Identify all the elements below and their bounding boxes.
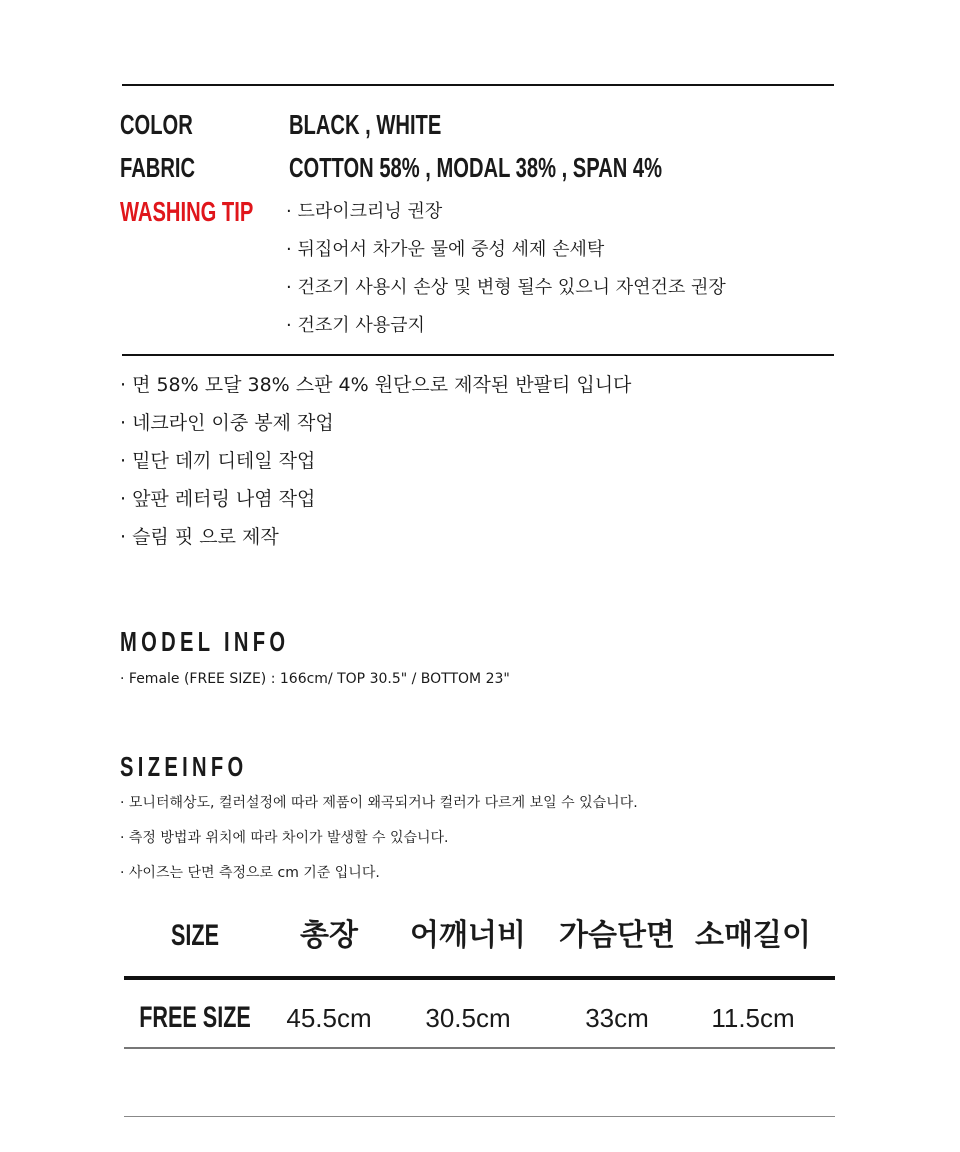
washing-tip-item: · 뒤집어서 차가운 물에 중성 세제 손세탁 [286, 239, 605, 260]
size-note: · 모니터해상도, 컬러설정에 따라 제품이 왜곡되거나 컬러가 다르게 보일 수 있습니다. [120, 795, 638, 811]
table-cell-length: 45.5cm [286, 1003, 372, 1033]
washing-tip-item: · 건조기 사용금지 [286, 315, 425, 336]
feature-item: · 밑단 데끼 디테일 작업 [120, 450, 316, 472]
size-info-heading: SIZEINFO [120, 751, 248, 782]
bottom-divider [124, 1116, 835, 1117]
length-column-header: 총장 [300, 918, 358, 953]
table-header-divider [124, 976, 835, 980]
table-row-divider [124, 1047, 835, 1049]
washing-tip-item: · 드라이크리닝 권장 [286, 201, 443, 222]
feature-item: · 네크라인 이중 봉제 작업 [120, 412, 334, 434]
size-column-header: SIZE [170, 919, 220, 952]
color-value: BLACK , WHITE [289, 109, 442, 140]
chest-column-header: 가슴단면 [559, 918, 675, 953]
color-label: COLOR [120, 109, 193, 140]
fabric-value: COTTON 58% , MODAL 38% , SPAN 4% [289, 152, 663, 183]
model-info-text: · Female (FREE SIZE) : 166cm/ TOP 30.5" / BOTTOM 23" [120, 671, 510, 687]
feature-item: · 슬림 핏 으로 제작 [120, 526, 279, 548]
table-cell-chest: 33cm [585, 1003, 649, 1033]
feature-item: · 면 58% 모달 38% 스판 4% 원단으로 제작된 반팔티 입니다 [120, 374, 632, 396]
washing-tip-item: · 건조기 사용시 손상 및 변형 될수 있으니 자연건조 권장 [286, 277, 726, 298]
sleeve-column-header: 소매길이 [695, 918, 811, 953]
washing-tip-label: WASHING TIP [120, 196, 254, 227]
table-cell-sleeve: 11.5cm [711, 1003, 795, 1033]
fabric-label: FABRIC [120, 152, 196, 183]
feature-item: · 앞판 레터링 나염 작업 [120, 488, 316, 510]
size-note: · 사이즈는 단면 측정으로 cm 기준 입니다. [120, 865, 380, 881]
shoulder-column-header: 어깨너비 [410, 918, 526, 953]
top-divider [122, 84, 834, 86]
table-row-size: FREE SIZE [139, 1001, 251, 1034]
spec-divider [122, 354, 834, 356]
size-note: · 측정 방법과 위치에 따라 차이가 발생할 수 있습니다. [120, 830, 449, 846]
model-info-heading: MODEL INFO [120, 626, 290, 657]
table-cell-shoulder: 30.5cm [425, 1003, 511, 1033]
